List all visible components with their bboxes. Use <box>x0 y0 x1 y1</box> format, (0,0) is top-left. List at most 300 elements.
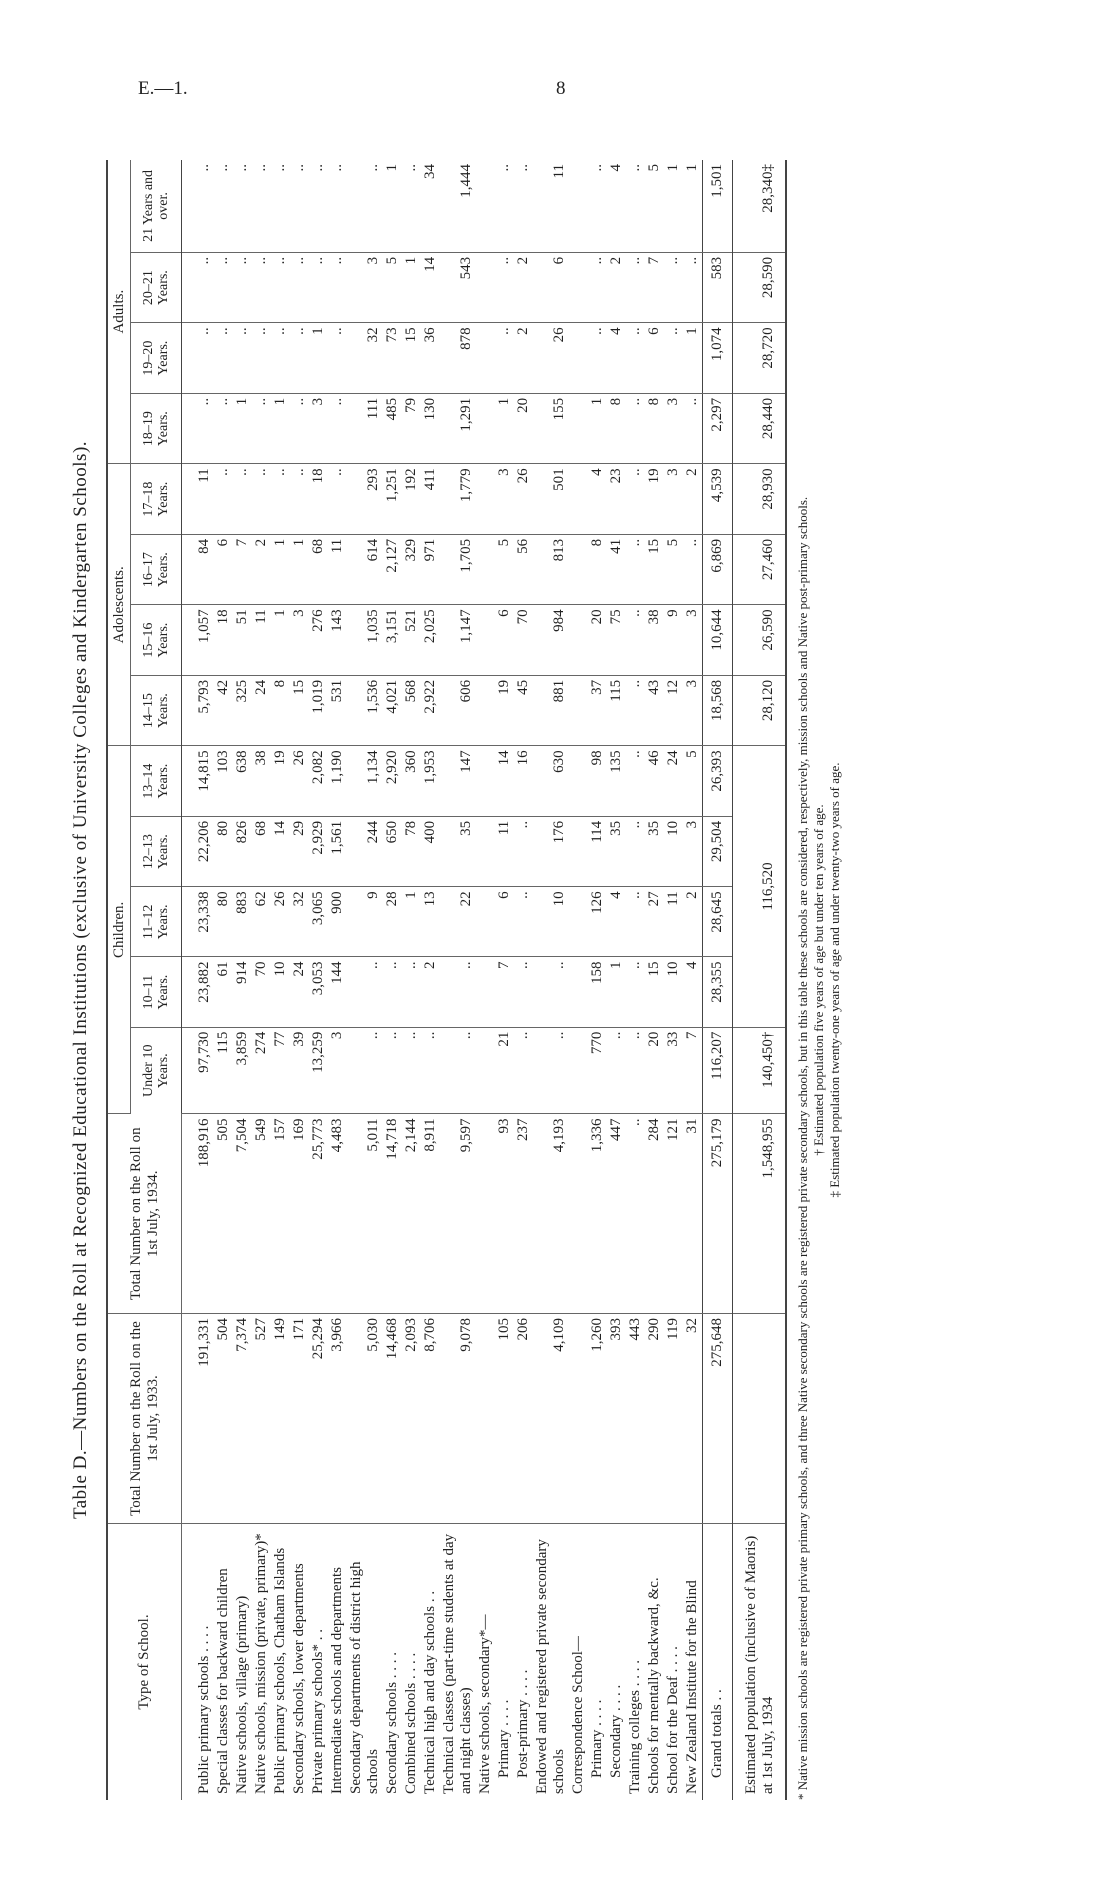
row-label: Special classes for backward children <box>215 1568 231 1794</box>
table-cell: .. <box>271 323 290 394</box>
table-cell: 770 <box>588 1027 607 1114</box>
population-under-10-cell: 140,450† <box>733 1027 787 1114</box>
table-cell: 2,922 <box>421 675 440 746</box>
table-row <box>645 160 664 1800</box>
table-cell <box>569 746 588 817</box>
table-cell: 121 <box>664 1114 683 1314</box>
table-cell <box>476 464 495 535</box>
table-cell: 2,920 <box>383 746 402 817</box>
table-cell: 3 <box>683 605 703 676</box>
table-cell: .. <box>290 393 309 464</box>
grand-total-cell: 28,645 <box>703 887 733 957</box>
table-cell: 23,338 <box>182 887 215 957</box>
table-cell: 6 <box>645 323 664 394</box>
population-children-brace-cell: 116,520 <box>733 746 787 1027</box>
table-cell: 4 <box>588 464 607 535</box>
table-cell: .. <box>683 534 703 605</box>
population-cell: 28,930 <box>733 464 787 535</box>
table-cell: .. <box>626 605 645 676</box>
table-cell: 3 <box>347 252 383 323</box>
table-row <box>588 160 607 1800</box>
table-cell: 5 <box>383 252 402 323</box>
page-number: 8 <box>556 78 566 99</box>
table-cell: .. <box>309 160 328 252</box>
table-cell: .. <box>214 252 233 323</box>
table-cell: 5 <box>495 534 514 605</box>
table-cell <box>476 1027 495 1114</box>
table-cell: 630 <box>533 746 569 817</box>
table-cell: 5 <box>664 534 683 605</box>
table-cell: .. <box>182 393 215 464</box>
table-cell: 28 <box>383 887 402 957</box>
column-header-age: 20–21 Years. <box>131 252 182 323</box>
table-cell: 7 <box>495 957 514 1027</box>
table-cell: .. <box>252 393 271 464</box>
row-label: Primary . . . . <box>589 1699 605 1778</box>
population-total-cell: 1,548,955 <box>733 1114 787 1314</box>
row-label: School for the Deaf . . . . <box>665 1646 681 1794</box>
table-cell: 8,911 <box>421 1114 440 1314</box>
table-cell: 20 <box>645 1027 664 1114</box>
table-row <box>533 160 569 1800</box>
grand-total-cell: 28,355 <box>703 957 733 1027</box>
table-cell: .. <box>626 675 645 746</box>
row-label: Post-primary . . . . <box>515 1669 531 1778</box>
table-cell: .. <box>347 160 383 252</box>
table-cell: 24 <box>290 957 309 1027</box>
table-cell: .. <box>626 816 645 887</box>
table-row <box>440 160 476 1800</box>
table-cell: 5 <box>683 746 703 817</box>
table-cell: 2,929 <box>309 816 328 887</box>
table-cell: 68 <box>309 534 328 605</box>
table-cell: 2,144 <box>402 1114 421 1314</box>
row-label: Native schools, mission (private, primary)* <box>253 1533 269 1794</box>
table-cell: 14 <box>495 746 514 817</box>
table-cell: 329 <box>402 534 421 605</box>
row-label: Native schools, secondary*— <box>477 1614 493 1794</box>
table-row <box>569 160 588 1800</box>
table-cell <box>569 252 588 323</box>
table-cell <box>569 393 588 464</box>
table-cell: 73 <box>383 323 402 394</box>
table-cell: .. <box>514 1027 533 1114</box>
table-cell: 5,793 <box>182 675 215 746</box>
table-cell: 606 <box>440 675 476 746</box>
table-cell: 147 <box>440 746 476 817</box>
table-cell: .. <box>402 160 421 252</box>
table-cell: 11 <box>252 605 271 676</box>
table-cell: .. <box>328 464 347 535</box>
grand-total-cell: 6,869 <box>703 534 733 605</box>
table-cell: 7 <box>683 1027 703 1114</box>
table-cell: .. <box>347 1027 383 1114</box>
table-cell: 18 <box>309 464 328 535</box>
table-cell: 826 <box>233 816 252 887</box>
table-cell: 531 <box>328 675 347 746</box>
row-label: New Zealand Institute for the Blind <box>684 1580 700 1794</box>
table-cell: 3 <box>309 393 328 464</box>
table-cell: .. <box>383 957 402 1027</box>
table-cell: 192 <box>402 464 421 535</box>
table-cell: 11 <box>328 534 347 605</box>
table-cell: 4,021 <box>383 675 402 746</box>
table-cell: .. <box>495 323 514 394</box>
table-cell: 7,374 <box>233 1314 252 1524</box>
table-cell: 27 <box>645 887 664 957</box>
table-cell: 1,561 <box>328 816 347 887</box>
table-cell: 2 <box>683 464 703 535</box>
table-cell: .. <box>271 464 290 535</box>
grand-totals-row <box>703 160 733 1800</box>
row-label: Endowed and registered private secondary schools <box>534 1539 567 1794</box>
table-cell: 105 <box>495 1314 514 1524</box>
table-cell: .. <box>252 160 271 252</box>
table-cell: 411 <box>421 464 440 535</box>
grand-total-cell: 583 <box>703 252 733 323</box>
grand-total-cell: 18,568 <box>703 675 733 746</box>
grand-total-cell: 1,501 <box>703 160 733 252</box>
table-cell: 1 <box>495 393 514 464</box>
table-cell: 34 <box>421 160 440 252</box>
table-cell: 25,773 <box>309 1114 328 1314</box>
table-cell: 527 <box>252 1314 271 1524</box>
document-code: E.—1. <box>138 78 188 99</box>
table-cell: 14,815 <box>182 746 215 817</box>
table-cell: 1,260 <box>588 1314 607 1524</box>
table-cell: 4 <box>607 887 626 957</box>
table-row <box>347 160 383 1800</box>
column-header-age: Under 10 Years. <box>131 1027 182 1114</box>
table-cell: .. <box>626 464 645 535</box>
table-row <box>252 160 271 1800</box>
table-cell: 400 <box>421 816 440 887</box>
table-cell: 13,259 <box>309 1027 328 1114</box>
table-row <box>290 160 309 1800</box>
table-cell: 11 <box>664 887 683 957</box>
table-cell: 126 <box>588 887 607 957</box>
table-cell <box>569 534 588 605</box>
table-cell: 3 <box>664 464 683 535</box>
table-cell: 549 <box>252 1114 271 1314</box>
table-cell: 8,706 <box>421 1314 440 1524</box>
row-label: Secondary . . . . <box>608 1684 624 1778</box>
table-cell <box>476 323 495 394</box>
table-cell: 191,331 <box>182 1314 215 1524</box>
table-cell: 290 <box>645 1314 664 1524</box>
row-label: Training colleges . . . . <box>627 1659 643 1794</box>
table-cell: 638 <box>233 746 252 817</box>
table-cell: 1 <box>402 252 421 323</box>
table-cell: .. <box>252 323 271 394</box>
table-cell: 1 <box>683 323 703 394</box>
table-cell: 2,025 <box>421 605 440 676</box>
table-cell: 8 <box>588 534 607 605</box>
table-cell: 1 <box>271 534 290 605</box>
table-cell: 111 <box>347 393 383 464</box>
table-cell: .. <box>252 464 271 535</box>
table-cell: .. <box>328 252 347 323</box>
footnote-dagger: † Estimated population five years of age but under ten years of age. <box>811 804 826 1156</box>
table-cell: 5 <box>645 160 664 252</box>
table-cell: .. <box>182 160 215 252</box>
table-cell: 26 <box>533 323 569 394</box>
table-cell: .. <box>214 464 233 535</box>
table-cell: 21 <box>495 1027 514 1114</box>
table-cell: 447 <box>607 1114 626 1314</box>
table-cell: 443 <box>626 1314 645 1524</box>
table-cell: 813 <box>533 534 569 605</box>
table-cell: 3 <box>683 675 703 746</box>
table-cell: 2 <box>607 252 626 323</box>
row-label: Secondary departments of district high schools <box>348 1561 381 1794</box>
table-cell: .. <box>214 393 233 464</box>
table-cell: 15 <box>645 957 664 1027</box>
table-cell: 41 <box>607 534 626 605</box>
table-cell: .. <box>402 1027 421 1114</box>
table-cell: 568 <box>402 675 421 746</box>
column-header-total-1934: Total Number on the Roll on 1st July, 1934. <box>107 1114 182 1314</box>
population-cell: 28,340‡ <box>733 160 787 252</box>
table-cell: .. <box>233 160 252 252</box>
table-cell <box>569 1114 588 1314</box>
table-cell: 4 <box>607 160 626 252</box>
footnote-double-dagger: ‡ Estimated population twenty-one years of age and under twenty-two years of age. <box>827 762 842 1198</box>
table-cell: 14,468 <box>383 1314 402 1524</box>
row-label: Technical high and day schools . . <box>422 1590 438 1794</box>
table-cell <box>476 957 495 1027</box>
table-cell: 360 <box>402 746 421 817</box>
table-cell: 1 <box>309 323 328 394</box>
table-cell: .. <box>421 1027 440 1114</box>
table-cell: 1 <box>271 605 290 676</box>
table-cell: .. <box>252 252 271 323</box>
column-header-age: 10–11 Years. <box>131 957 182 1027</box>
table-cell: 10 <box>664 957 683 1027</box>
row-label: Combined schools . . . . <box>403 1652 419 1794</box>
table-cell: 293 <box>347 464 383 535</box>
table-cell: 1,536 <box>347 675 383 746</box>
table-cell: 1 <box>607 957 626 1027</box>
table-cell: 135 <box>607 746 626 817</box>
table-cell: 103 <box>214 746 233 817</box>
table-cell: 505 <box>214 1114 233 1314</box>
table-cell <box>476 675 495 746</box>
table-cell: 11 <box>495 816 514 887</box>
table-cell: 98 <box>588 746 607 817</box>
table-cell: 23,882 <box>182 957 215 1027</box>
table-cell: 206 <box>514 1314 533 1524</box>
table-cell: 14 <box>421 252 440 323</box>
table-cell: 2,127 <box>383 534 402 605</box>
column-header-age: 17–18 Years. <box>131 464 182 535</box>
table-cell: 9,597 <box>440 1114 476 1314</box>
table-cell: 26 <box>290 746 309 817</box>
table-cell: 1 <box>588 393 607 464</box>
table-cell <box>476 605 495 676</box>
table-cell: 10 <box>533 887 569 957</box>
table-cell: .. <box>290 323 309 394</box>
table-row <box>514 160 533 1800</box>
table-cell: .. <box>290 160 309 252</box>
group-header-adolescents: Adolescents. <box>107 464 131 746</box>
table-cell: 78 <box>402 816 421 887</box>
table-cell: 8 <box>645 393 664 464</box>
table-cell: .. <box>533 957 569 1027</box>
table-cell: 2 <box>252 534 271 605</box>
table-cell: 883 <box>233 887 252 957</box>
table-cell: 158 <box>588 957 607 1027</box>
table-cell: 19 <box>495 675 514 746</box>
table-cell: 97,730 <box>182 1027 215 1114</box>
table-cell: 14,718 <box>383 1114 402 1314</box>
table-cell: 501 <box>533 464 569 535</box>
table-cell: 6 <box>495 605 514 676</box>
table-cell: .. <box>214 160 233 252</box>
table-cell: .. <box>626 1027 645 1114</box>
column-header-age: 19–20 Years. <box>131 323 182 394</box>
table-row <box>271 160 290 1800</box>
table-cell: 3 <box>328 1027 347 1114</box>
table-cell: 38 <box>645 605 664 676</box>
column-header-age: 12–13 Years. <box>131 816 182 887</box>
table-cell: 14 <box>271 816 290 887</box>
column-header-age: 15–16 Years. <box>131 605 182 676</box>
table-cell: 4 <box>683 957 703 1027</box>
table-cell: .. <box>664 323 683 394</box>
table-cell: 237 <box>514 1114 533 1314</box>
table-cell: .. <box>683 393 703 464</box>
table-row <box>402 160 421 1800</box>
table-cell: 115 <box>214 1027 233 1114</box>
footnotes <box>795 160 843 1800</box>
table-cell: .. <box>495 252 514 323</box>
table-cell: 9 <box>664 605 683 676</box>
population-cell: 28,440 <box>733 393 787 464</box>
table-cell: 1 <box>683 160 703 252</box>
column-header-age: 21 Years and over. <box>131 160 182 252</box>
column-header-age: 11–12 Years. <box>131 887 182 957</box>
table-row <box>664 160 683 1800</box>
table-cell: .. <box>347 957 383 1027</box>
table-cell: 971 <box>421 534 440 605</box>
table-cell <box>569 957 588 1027</box>
table-cell: 119 <box>664 1314 683 1524</box>
table-cell: .. <box>626 1114 645 1314</box>
table-cell <box>569 887 588 957</box>
grand-totals-label: Grand totals . . <box>703 1524 733 1801</box>
table-cell: .. <box>214 323 233 394</box>
table-cell: 32 <box>290 887 309 957</box>
table-cell: .. <box>588 252 607 323</box>
table-cell: 878 <box>440 323 476 394</box>
table-cell: .. <box>664 252 683 323</box>
table-cell: 485 <box>383 393 402 464</box>
table-cell: 15 <box>645 534 664 605</box>
row-label: Public primary schools, Chatham Islands <box>272 1547 288 1794</box>
grand-total-cell: 26,393 <box>703 746 733 817</box>
table-cell: .. <box>514 160 533 252</box>
table-cell: .. <box>495 160 514 252</box>
table-cell: 3,065 <box>309 887 328 957</box>
table-cell: 3,151 <box>383 605 402 676</box>
table-cell <box>476 887 495 957</box>
table-cell: .. <box>626 957 645 1027</box>
table-row <box>495 160 514 1800</box>
table-cell: .. <box>626 534 645 605</box>
table-cell: .. <box>440 957 476 1027</box>
row-label: Secondary schools, lower departments <box>291 1563 307 1794</box>
table-cell: 11 <box>533 160 569 252</box>
table-cell: 42 <box>214 675 233 746</box>
table-cell: .. <box>588 160 607 252</box>
table-cell: 114 <box>588 816 607 887</box>
table-cell: 521 <box>402 605 421 676</box>
table-cell: .. <box>290 464 309 535</box>
grand-total-cell: 10,644 <box>703 605 733 676</box>
table-cell: 1,705 <box>440 534 476 605</box>
row-label: Correspondence School— <box>570 1636 586 1794</box>
table-cell: 914 <box>233 957 252 1027</box>
population-cell <box>733 1314 787 1524</box>
table-cell: 543 <box>440 252 476 323</box>
column-header-age: 16–17 Years. <box>131 534 182 605</box>
table-cell: 155 <box>533 393 569 464</box>
table-cell: 1,147 <box>440 605 476 676</box>
row-label: Technical classes (part-time students at day and night classes) <box>441 1533 474 1794</box>
table-cell: 7 <box>233 534 252 605</box>
grand-total-cell: 275,179 <box>703 1114 733 1314</box>
table-cell: 244 <box>347 816 383 887</box>
table-cell: 3,053 <box>309 957 328 1027</box>
table-cell <box>476 534 495 605</box>
table-cell: .. <box>233 252 252 323</box>
table-cell: 36 <box>421 323 440 394</box>
table-cell <box>569 464 588 535</box>
table-cell: 19 <box>645 464 664 535</box>
table-cell: 1,190 <box>328 746 347 817</box>
table-cell: 188,916 <box>182 1114 215 1314</box>
table-cell: 29 <box>290 816 309 887</box>
table-cell: 16 <box>514 746 533 817</box>
table-cell: 46 <box>645 746 664 817</box>
table-cell: .. <box>533 1027 569 1114</box>
table-cell: 1,035 <box>347 605 383 676</box>
row-label: Public primary schools . . . . <box>196 1625 212 1794</box>
table-cell: 6 <box>214 534 233 605</box>
row-label: Secondary schools . . . . <box>384 1651 400 1794</box>
table-cell: 70 <box>252 957 271 1027</box>
table-cell: 77 <box>271 1027 290 1114</box>
table-cell: 5,011 <box>347 1114 383 1314</box>
table-cell: .. <box>309 252 328 323</box>
column-header-age: 13–14 Years. <box>131 746 182 817</box>
roll-table <box>106 160 787 1800</box>
table-cell: 900 <box>328 887 347 957</box>
population-cell: 28,590 <box>733 252 787 323</box>
table-cell: 5,030 <box>347 1314 383 1524</box>
table-cell: 149 <box>271 1314 290 1524</box>
row-label: Private primary schools* . . <box>310 1629 326 1794</box>
table-cell: 1,291 <box>440 393 476 464</box>
table-cell: 6 <box>533 252 569 323</box>
table-cell: 61 <box>214 957 233 1027</box>
table-cell: 157 <box>271 1114 290 1314</box>
table-cell: 23 <box>607 464 626 535</box>
table-cell: 1 <box>664 160 683 252</box>
table-cell <box>476 746 495 817</box>
table-cell: 19 <box>271 746 290 817</box>
